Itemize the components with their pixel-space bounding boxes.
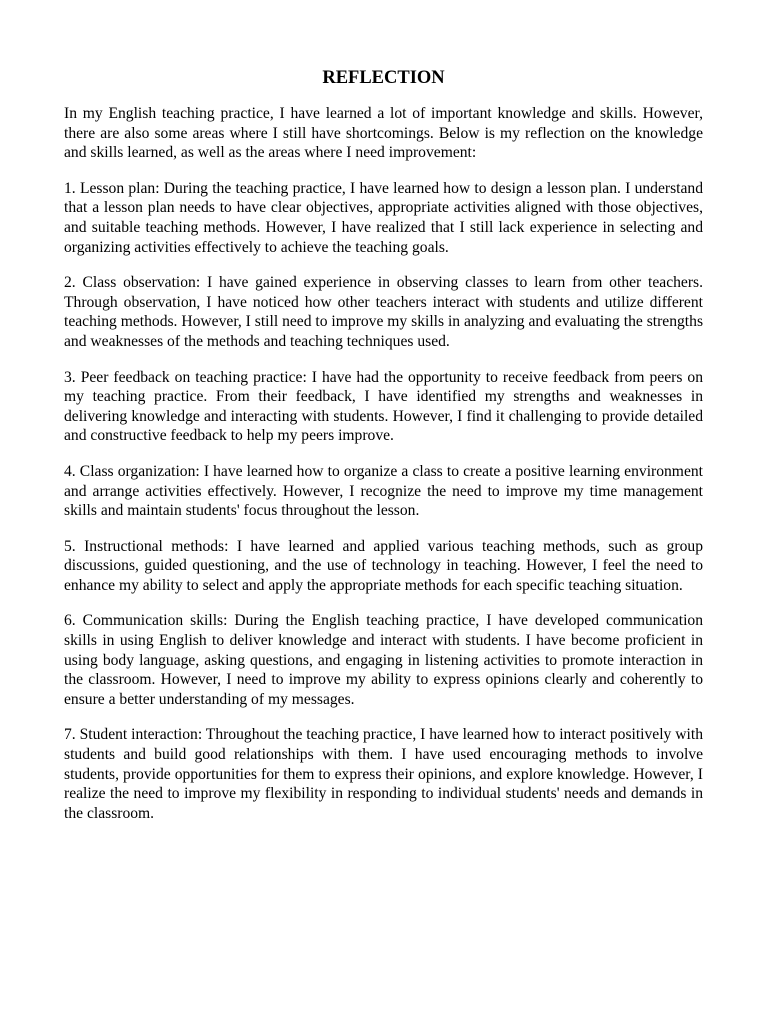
paragraph-intro: In my English teaching practice, I have learned a lot of important knowledge and skills. However, there are also some areas where I still have shortcomings. Below is my reflection on the knowledge and skills learned, as well as the areas where I need improvement: xyxy=(64,105,703,162)
paragraph-lesson-plan: 1. Lesson plan: During the teaching practice, I have learned how to design a lesson plan. I understand that a lesson plan needs to have clear objectives, appropriate activities aligned with those objectives, and suitable teaching methods. However, I have realized that I still lack experience in selecting and organizing activities effectively to achieve the teaching goals. xyxy=(64,179,703,256)
paragraph-peer-feedback: 3. Peer feedback on teaching practice: I have had the opportunity to receive feedback from peers on my teaching practice. From their feedback, I have identified my strengths and weaknesses in delivering knowledge and interacting with students. However, I find it challenging to provide detailed and constructive feedback to help my peers improve. xyxy=(64,368,703,445)
document-page xyxy=(64,66,703,839)
paragraph-communication-skills: 6. Communication skills: During the English teaching practice, I have developed communication skills in using English to deliver knowledge and interact with students. I have become proficient in using body language, asking questions, and engaging in listening activities to promote interaction in the classroom. However, I need to improve my ability to express opinions clearly and coherently to ensure a better understanding of my messages. xyxy=(64,612,703,708)
document-title: REFLECTION xyxy=(322,68,445,88)
paragraph-class-organization: 4. Class organization: I have learned how to organize a class to create a positive learning environment and arrange activities effectively. However, I recognize the need to improve my time management skills and maintain students' focus throughout the lesson. xyxy=(64,462,703,520)
paragraph-class-observation: 2. Class observation: I have gained experience in observing classes to learn from other teachers. Through observation, I have noticed how other teachers interact with students and utilize different teaching methods. However, I still need to improve my skills in analyzing and evaluating the strengths and weaknesses of the methods and teaching techniques used. xyxy=(64,274,704,350)
paragraph-student-interaction: 7. Student interaction: Throughout the teaching practice, I have learned how to interact positively with students and build good relationships with them. I have used encouraging methods to involve students, provide opportunities for them to express their opinions, and explore knowledge. However, I realize the need to improve my flexibility in responding to individual students' needs and demands in the classroom. xyxy=(64,726,703,822)
paragraph-instructional-methods: 5. Instructional methods: I have learned and applied various teaching methods, such as group discussions, guided questioning, and the use of technology in teaching. However, I feel the need to enhance my ability to select and apply the appropriate methods for each specific teaching situation. xyxy=(64,537,703,594)
